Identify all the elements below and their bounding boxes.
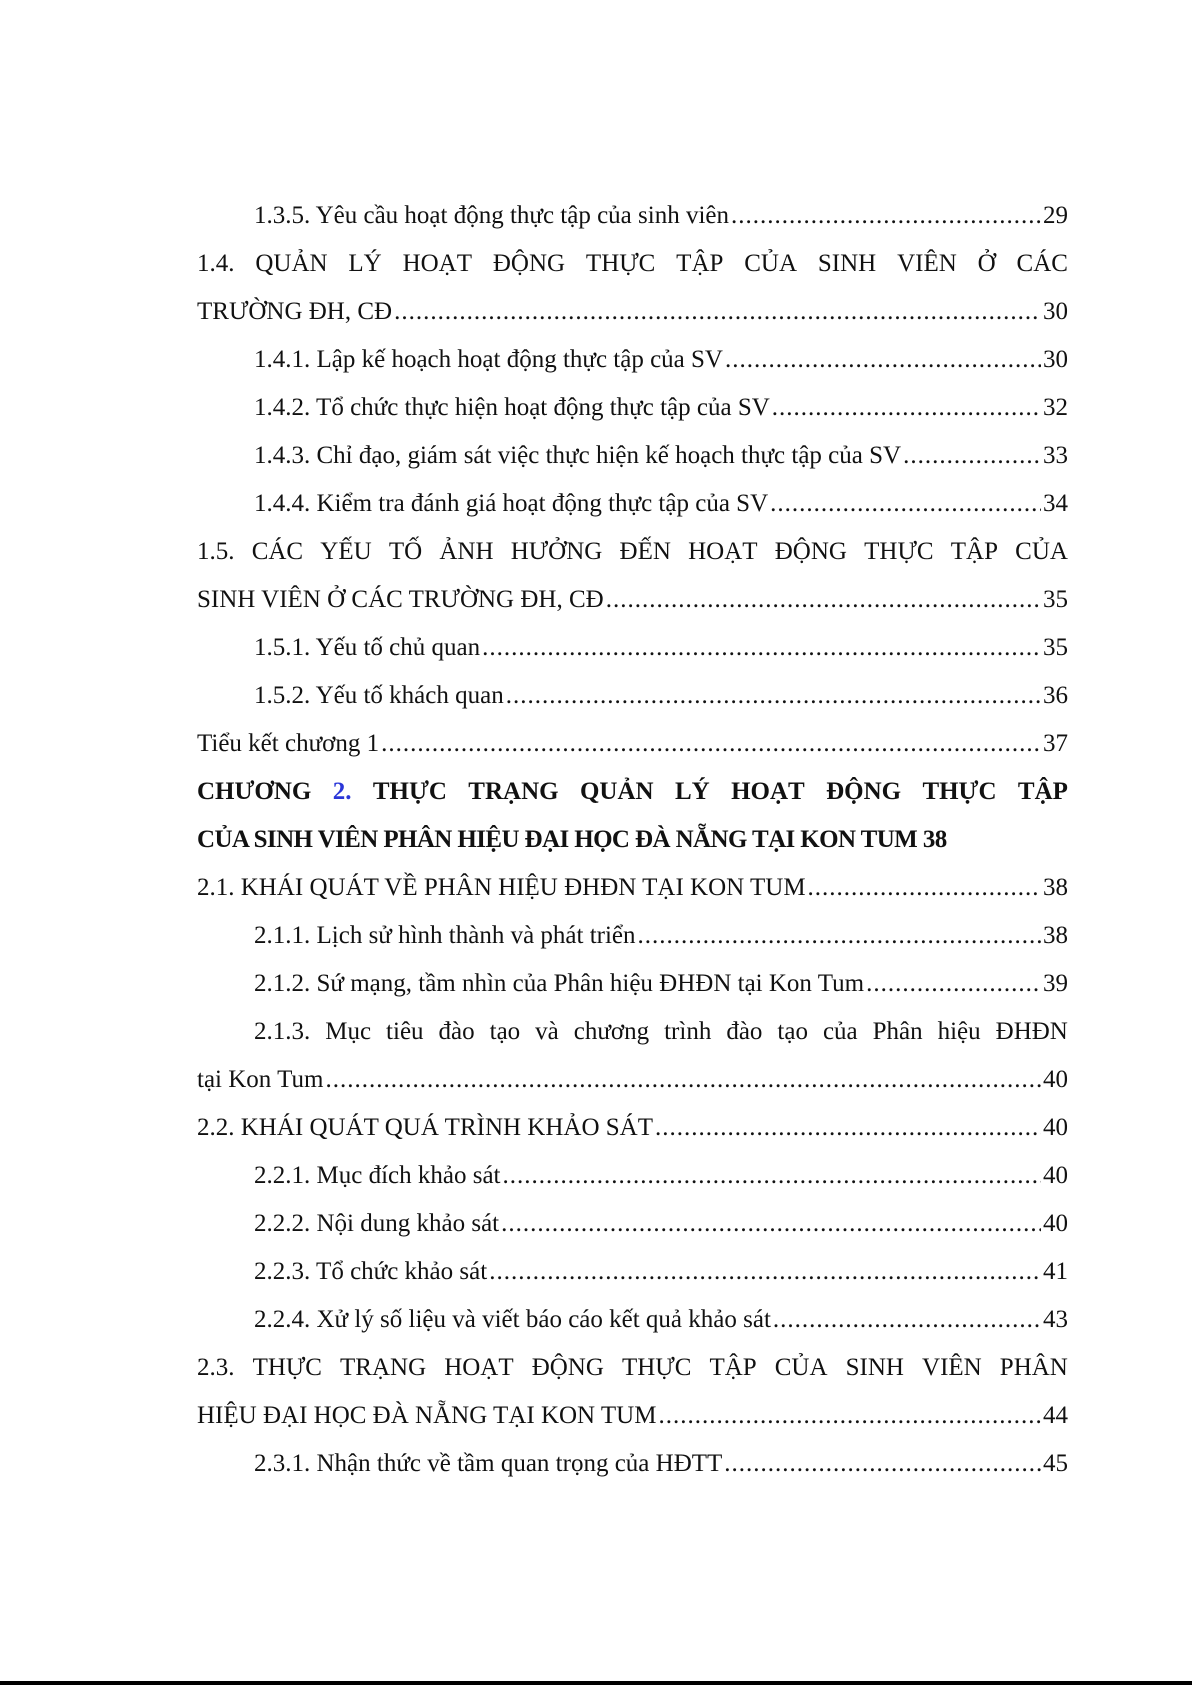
toc-entry-2-1-3-continued[interactable] [197, 1056, 1068, 1104]
dot-leader [482, 624, 1041, 672]
toc-entry-2-3-continued[interactable] [197, 1392, 1068, 1440]
toc-entry-title: 2.1. KHÁI QUÁT VỀ PHÂN HIỆU ĐHĐN TẠI KON TUM [197, 874, 806, 901]
toc-entry-title: 2.2.1. Mục đích khảo sát [254, 1162, 501, 1189]
toc-page-number: 36 [1043, 682, 1068, 709]
toc-entry-title: 2.2.4. Xử lý số liệu và viết báo cáo kết quả khảo sát [254, 1306, 771, 1333]
toc-entry-title: 2.2.3. Tổ chức khảo sát [254, 1258, 488, 1285]
toc-page-number: 39 [1043, 970, 1068, 997]
toc-entry-title: 1.4.2. Tổ chức thực hiện hoạt động thực tập của SV [254, 394, 770, 421]
dot-leader [501, 1200, 1041, 1248]
toc-entry-2-1-2[interactable] [197, 960, 1068, 1008]
toc-page-number: 29 [1043, 202, 1068, 229]
toc-page-number: 40 [1043, 1210, 1068, 1237]
toc-page-number: 37 [1043, 730, 1068, 757]
toc-entry-2-2[interactable] [197, 1104, 1068, 1152]
toc-entry-title: 1.5.1. Yếu tố chủ quan [254, 634, 481, 661]
toc-page-number: 33 [1043, 442, 1068, 469]
toc-page-number: 40 [1043, 1114, 1068, 1141]
dot-leader [770, 480, 1041, 528]
toc-page-number: 38 [1043, 874, 1068, 901]
toc-entry-2-1[interactable] [197, 864, 1068, 912]
toc-page-number: 35 [1043, 634, 1068, 661]
toc-entry-1-5-1[interactable] [197, 624, 1068, 672]
dot-leader [773, 1296, 1041, 1344]
toc-entry-title: 2.2.2. Nội dung khảo sát [254, 1210, 500, 1237]
toc-page-number: 44 [1043, 1402, 1068, 1429]
dot-leader [725, 336, 1041, 384]
dot-leader [502, 1152, 1041, 1200]
toc-entry-2-2-3[interactable] [197, 1248, 1068, 1296]
dot-leader [506, 672, 1041, 720]
dot-leader [606, 576, 1041, 624]
dot-leader [638, 912, 1041, 960]
dot-leader [655, 1104, 1041, 1152]
toc-page-number: 34 [1043, 490, 1068, 517]
toc-entry-title: 1.3.5. Yêu cầu hoạt động thực tập của sinh viên [254, 202, 729, 229]
toc-entry-1-4-heading[interactable] [197, 240, 1068, 288]
toc-entry-chapter-2-continued[interactable] [197, 816, 1068, 864]
toc-entry-title: Tiểu kết chương 1 [197, 730, 380, 757]
dot-leader [808, 864, 1041, 912]
dot-leader [325, 1056, 1041, 1104]
toc-entry-title: 2.1.1. Lịch sử hình thành và phát triển [254, 922, 636, 949]
toc-page-number: 40 [1043, 1162, 1068, 1189]
toc-entry-2-2-2[interactable] [197, 1200, 1068, 1248]
justified-line: 1.4. QUẢN LÝ HOẠT ĐỘNG THỰC TẬP CỦA SINH VIÊN Ở CÁC [197, 250, 1068, 277]
toc-entry-title: 1.4.1. Lập kế hoạch hoạt động thực tập của SV [254, 346, 723, 373]
toc-page-number: 38 [1043, 922, 1068, 949]
dot-leader [731, 192, 1041, 240]
toc-entry-1-4-4[interactable] [197, 480, 1068, 528]
toc-entry-1-4-1[interactable] [197, 336, 1068, 384]
dot-leader [381, 720, 1041, 768]
toc-page-number: 30 [1043, 298, 1068, 325]
toc-entry-1-4-continued[interactable] [197, 288, 1068, 336]
justified-line: 1.5. CÁC YẾU TỐ ẢNH HƯỞNG ĐẾN HOẠT ĐỘNG THỰC TẬP CỦA [197, 538, 1068, 565]
table-of-contents [197, 192, 1068, 1488]
toc-page-number: 43 [1043, 1306, 1068, 1333]
toc-entry-title: 2.3.1. Nhận thức về tầm quan trọng của HĐTT [254, 1450, 723, 1477]
toc-page-number: 35 [1043, 586, 1068, 613]
toc-entry-chapter-1-summary[interactable] [197, 720, 1068, 768]
dot-leader [724, 1440, 1041, 1488]
toc-entry-title: 1.4.3. Chỉ đạo, giám sát việc thực hiện kế hoạch thực tập của SV [254, 442, 902, 469]
toc-entry-2-1-1[interactable] [197, 912, 1068, 960]
toc-entry-1-3-5[interactable] [197, 192, 1068, 240]
toc-entry-title: tại Kon Tum [197, 1066, 324, 1093]
toc-entry-title: 2.2. KHÁI QUÁT QUÁ TRÌNH KHẢO SÁT [197, 1114, 654, 1141]
toc-entry-2-2-4[interactable] [197, 1296, 1068, 1344]
dot-leader [903, 432, 1041, 480]
toc-entry-title: HIỆU ĐẠI HỌC ĐÀ NẴNG TẠI KON TUM [197, 1402, 657, 1429]
dot-leader [658, 1392, 1041, 1440]
dot-leader [772, 384, 1041, 432]
toc-entry-2-3-heading[interactable] [197, 1344, 1068, 1392]
toc-entry-2-1-3[interactable] [197, 1008, 1068, 1056]
toc-entry-title: 1.5.2. Yếu tố khách quan [254, 682, 504, 709]
dot-leader [394, 288, 1041, 336]
toc-page-number: 40 [1043, 1066, 1068, 1093]
toc-entry-title: CỦA SINH VIÊN PHÂN HIỆU ĐẠI HỌC ĐÀ NẴNG TẠI KON TUM 38 [197, 826, 947, 853]
toc-entry-1-5-2[interactable] [197, 672, 1068, 720]
toc-entry-title: TRƯỜNG ĐH, CĐ [197, 298, 393, 325]
toc-page-number: 41 [1043, 1258, 1068, 1285]
justified-line: CHƯƠNG 2. THỰC TRẠNG QUẢN LÝ HOẠT ĐỘNG THỰC TẬP [197, 778, 1068, 805]
toc-entry-title: 2.1.2. Sứ mạng, tầm nhìn của Phân hiệu ĐHĐN tại Kon Tum [254, 970, 865, 997]
toc-page-number: 30 [1043, 346, 1068, 373]
justified-line: 2.1.3. Mục tiêu đào tạo và chương trình đào tạo của Phân hiệu ĐHĐN [254, 1018, 1068, 1045]
bottom-edge-bar [0, 1681, 1192, 1685]
toc-entry-1-4-2[interactable] [197, 384, 1068, 432]
justified-line: 2.3. THỰC TRẠNG HOẠT ĐỘNG THỰC TẬP CỦA SINH VIÊN PHÂN [197, 1354, 1068, 1381]
toc-entry-2-3-1[interactable] [197, 1440, 1068, 1488]
dot-leader [866, 960, 1041, 1008]
toc-entry-chapter-2-heading[interactable] [197, 768, 1068, 816]
toc-entry-2-2-1[interactable] [197, 1152, 1068, 1200]
toc-entry-title: SINH VIÊN Ở CÁC TRƯỜNG ĐH, CĐ [197, 586, 604, 613]
toc-entry-1-4-3[interactable] [197, 432, 1068, 480]
toc-entry-title: 1.4.4. Kiểm tra đánh giá hoạt động thực tập của SV [254, 490, 769, 517]
toc-page-number: 45 [1043, 1450, 1068, 1477]
toc-entry-1-5-continued[interactable] [197, 576, 1068, 624]
dot-leader [489, 1248, 1041, 1296]
toc-entry-1-5-heading[interactable] [197, 528, 1068, 576]
toc-page-number: 32 [1043, 394, 1068, 421]
